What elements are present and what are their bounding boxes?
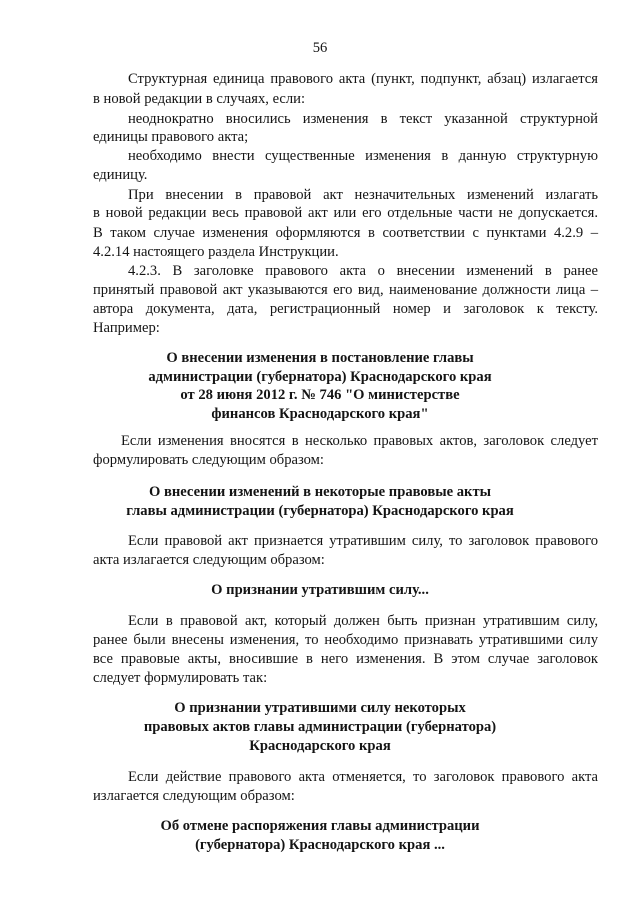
example-heading-line: О внесении изменения в постановление главы <box>166 350 474 366</box>
example-heading-line: от 28 июня 2012 г. № 746 "О министерстве <box>180 387 460 403</box>
paragraph-line: Если в правовой акт, который должен быть признан утратившим силу, <box>128 613 598 629</box>
example-heading-line: О признании утратившими силу некоторых <box>174 700 466 716</box>
paragraph-line: 4.2.3. В заголовке правового акта о внесении изменений в ранее <box>128 263 598 279</box>
paragraph-line: акта излагается следующим образом: <box>93 552 325 568</box>
example-heading-line: О признании утратившим силу... <box>211 582 429 598</box>
paragraph-line: 4.2.14 настоящего раздела Инструкции. <box>93 244 339 260</box>
example-heading-line: главы администрации (губернатора) Краснодарского края <box>126 503 514 519</box>
paragraph-line: автора документа, дата, регистрационный номер и заголовок к тексту. <box>93 301 598 317</box>
example-heading-line: администрации (губернатора) Краснодарского края <box>148 369 492 385</box>
paragraph-line: в новой редакции весь правовой акт или его отдельные части не допускается. <box>93 205 598 221</box>
paragraph-line: принятый правовой акт указываются его вид, наименование должности лица – <box>93 282 598 298</box>
example-heading-line: Краснодарского края <box>249 738 391 754</box>
paragraph-line: единицы правового акта; <box>93 129 249 145</box>
paragraph-line: все правовые акты, вносившие в него изменения. В этом случае заголовок <box>93 651 598 667</box>
paragraph-line: неоднократно вносились изменения в текст указанной структурной <box>128 111 598 127</box>
paragraph-line: Если изменения вносятся в несколько правовых актов, заголовок следует <box>121 433 598 449</box>
example-heading-line: О внесении изменений в некоторые правовые акты <box>148 484 492 500</box>
example-heading-line: финансов Краснодарского края" <box>211 406 429 422</box>
example-heading-line: (губернатора) Краснодарского края ... <box>195 837 445 853</box>
example-heading-line: правовых актов главы администрации (губернатора) <box>143 719 497 735</box>
paragraph-line: в новой редакции в случаях, если: <box>93 91 306 107</box>
paragraph-line: В таком случае изменения оформляются в соответствии с пунктами 4.2.9 – <box>93 225 598 241</box>
paragraph-line: Если правовой акт признается утратившим силу, то заголовок правового <box>128 533 598 549</box>
paragraph-line: Структурная единица правового акта (пункт, подпункт, абзац) излагается <box>128 71 598 87</box>
paragraph-line: излагается следующим образом: <box>93 788 295 804</box>
paragraph-line: При внесении в правовой акт незначительных изменений излагать <box>128 187 598 203</box>
paragraph-line: Если действие правового акта отменяется, то заголовок правового акта <box>128 769 598 785</box>
paragraph-line: Например: <box>93 320 160 336</box>
paragraph-line: формулировать следующим образом: <box>93 452 324 468</box>
paragraph-line: необходимо внести существенные изменения в данную структурную <box>128 148 598 164</box>
example-heading-line: Об отмене распоряжения главы администрации <box>160 818 480 834</box>
paragraph-line: ранее были внесены изменения, то необходимо признавать утратившими силу <box>93 632 598 648</box>
paragraph-line: следует формулировать так: <box>93 670 268 686</box>
paragraph-line: единицу. <box>93 167 148 183</box>
page-number: 56 <box>312 40 328 56</box>
